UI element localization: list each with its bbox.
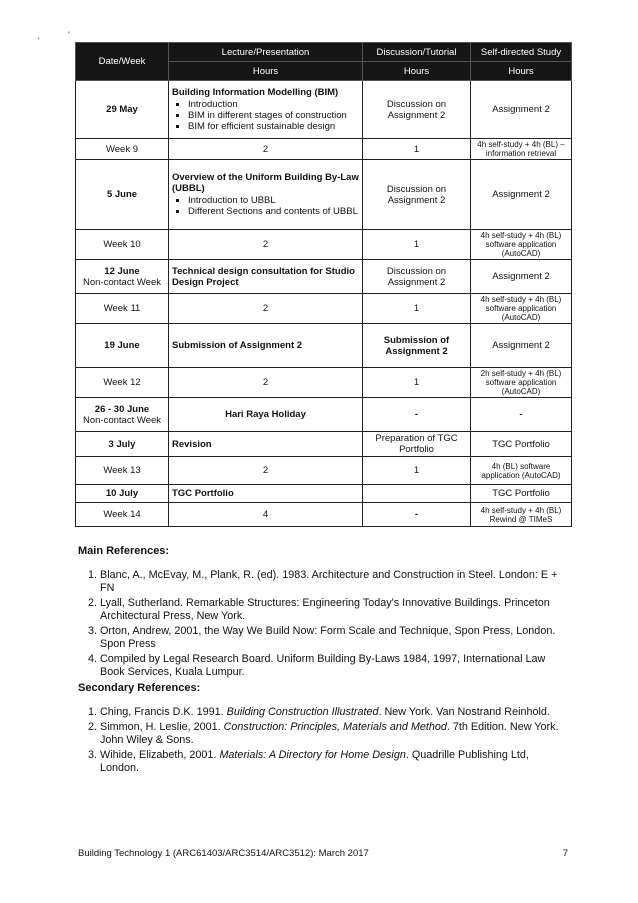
lecture-hours-cell: 2 [169, 294, 363, 324]
week-cell: Week 13 [76, 457, 169, 485]
table-row [76, 398, 572, 432]
page-footer [78, 848, 568, 859]
table-row [76, 324, 572, 368]
table-row [76, 81, 572, 139]
topic-title: Overview of the Uniform Building By-Law (UBBL) [172, 172, 359, 194]
discussion-cell: - [363, 398, 471, 432]
discussion-hours-cell: 1 [363, 230, 471, 260]
header-hours: Hours [471, 62, 572, 81]
table-row [76, 368, 572, 398]
header-self-study: Self-directed Study [471, 43, 572, 62]
self-study-hours-cell: 4h (BL) software application (AutoCAD) [471, 457, 572, 485]
page-number: 7 [562, 848, 568, 859]
date-label: 26 - 30 June [94, 403, 150, 415]
lecture-cell [169, 81, 363, 139]
lecture-hours-cell: 4 [169, 503, 363, 527]
date-note: Non-contact Week [83, 276, 161, 288]
week-cell: Week 9 [76, 139, 169, 160]
date-cell: 29 May [76, 81, 169, 139]
topic-bullet: ▪ Introduction to UBBL [188, 195, 359, 206]
discussion-hours-cell: 1 [363, 457, 471, 485]
self-study-cell: Assignment 2 [471, 81, 572, 139]
week-cell: Week 11 [76, 294, 169, 324]
header-discussion: Discussion/Tutorial [363, 43, 471, 62]
lecture-cell: TGC Portfolio [169, 485, 363, 503]
date-cell [76, 260, 169, 294]
footer-course: Building Technology 1 (ARC61403/ARC3514/ARC3512): March 2017 [78, 848, 369, 859]
date-cell [76, 398, 169, 432]
discussion-cell: Discussion on Assignment 2 [363, 260, 471, 294]
date-note: Non-contact Week [83, 414, 161, 426]
reference-publisher: . 7th Edition. New York. John Wiley & Sons. [100, 721, 559, 746]
lecture-cell: Technical design consultation for Studio Design Project [169, 260, 363, 294]
reference-item [100, 749, 568, 775]
self-study-hours-cell: 2h self-study + 4h (BL) software application (AutoCAD) [471, 368, 572, 398]
date-cell: 5 June [76, 160, 169, 230]
self-study-cell: Assignment 2 [471, 324, 572, 368]
reference-item: 2. Lyall, Sutherland. Remarkable Structures: Engineering Today's Innovative Buildings. Princeton Architectural Press, New York. [100, 597, 568, 623]
scan-speck: ' [68, 30, 70, 40]
date-cell: 19 June [76, 324, 169, 368]
date-cell: 10 July [76, 485, 169, 503]
week-cell: Week 12 [76, 368, 169, 398]
table-row [76, 432, 572, 457]
header-hours: Hours [169, 62, 363, 81]
discussion-cell [363, 485, 471, 503]
reference-item: 4. Compiled by Legal Research Board. Uniform Building By-Laws 1984, 1997, International Law Book Services, Kuala Lumpur. [100, 653, 568, 679]
week-cell: Week 14 [76, 503, 169, 527]
table-row [76, 294, 572, 324]
header-lecture: Lecture/Presentation [169, 43, 363, 62]
discussion-hours-cell: 1 [363, 368, 471, 398]
table-row [76, 260, 572, 294]
table-row [76, 503, 572, 527]
self-study-hours-cell: 4h self-study + 4h (BL) Rewind @ TIMeS [471, 503, 572, 527]
discussion-cell: Discussion on Assignment 2 [363, 160, 471, 230]
lecture-cell [169, 160, 363, 230]
reference-publisher: . New York. Van Nostrand Reinhold. [378, 706, 550, 718]
lecture-cell: Submission of Assignment 2 [169, 324, 363, 368]
self-study-hours-cell: 4h self-study + 4h (BL) – information retrieval [471, 139, 572, 160]
reference-author: Simmon, H. Leslie, 2001. [100, 721, 224, 733]
discussion-cell: Preparation of TGC Portfolio [363, 432, 471, 457]
reference-item [100, 706, 568, 719]
reference-item: 1. Blanc, A., McEvay, M., Plank, R. (ed). 1983. Architecture and Construction in Steel. London: E + FN [100, 569, 568, 595]
discussion-hours-cell: 1 [363, 139, 471, 160]
reference-item [100, 721, 568, 747]
table-row [76, 139, 572, 160]
discussion-hours-cell: 1 [363, 294, 471, 324]
self-study-hours-cell: 4h self-study + 4h (BL) software application (AutoCAD) [471, 294, 572, 324]
self-study-hours-cell: 4h self-study + 4h (BL) software application (AutoCAD) [471, 230, 572, 260]
self-study-cell: - [471, 398, 572, 432]
reference-author: Wihide, Elizabeth, 2001. [100, 749, 220, 761]
topic-bullet: ▪ BIM for efficient sustainable design [188, 121, 359, 132]
reference-item: 3. Orton, Andrew, 2001, the Way We Build Now: Form Scale and Technique, Spon Press, London. Spon Press [100, 625, 568, 651]
reference-title: Construction: Principles, Materials and Method [223, 721, 447, 733]
self-study-cell: TGC Portfolio [471, 485, 572, 503]
week-cell: Week 10 [76, 230, 169, 260]
scan-speck: ' [38, 36, 40, 46]
date-cell: 3 July [76, 432, 169, 457]
table-row [76, 485, 572, 503]
main-references [78, 545, 568, 681]
schedule-table [75, 42, 572, 527]
topic-title: Building Information Modelling (BIM) [172, 87, 339, 98]
main-references-heading: Main References: [78, 545, 170, 557]
reference-title: Materials: A Directory for Home Design [219, 749, 406, 761]
discussion-hours-cell: - [363, 503, 471, 527]
topic-bullet: ▪ BIM in different stages of construction [188, 110, 359, 121]
header-hours: Hours [363, 62, 471, 81]
header-date-week: Date/Week [76, 43, 169, 81]
lecture-hours-cell: 2 [169, 230, 363, 260]
self-study-cell: Assignment 2 [471, 160, 572, 230]
self-study-cell: Assignment 2 [471, 260, 572, 294]
reference-title: Building Construction Illustrated [226, 706, 379, 718]
secondary-references [78, 682, 568, 777]
lecture-cell: Revision [169, 432, 363, 457]
lecture-cell: Hari Raya Holiday [169, 398, 363, 432]
table-row [76, 160, 572, 230]
lecture-hours-cell: 2 [169, 368, 363, 398]
table-row [76, 457, 572, 485]
discussion-cell: Discussion on Assignment 2 [363, 81, 471, 139]
topic-bullet: ▪ Different Sections and contents of UBBL [188, 206, 359, 217]
lecture-hours-cell: 2 [169, 139, 363, 160]
discussion-cell: Submission of Assignment 2 [363, 324, 471, 368]
table-row [76, 230, 572, 260]
reference-author: Ching, Francis D.K. 1991. [100, 706, 227, 718]
lecture-hours-cell: 2 [169, 457, 363, 485]
reference-publisher: . Quadrille Publishing Ltd, London. [100, 749, 529, 774]
secondary-references-heading: Secondary References: [78, 682, 201, 694]
date-label: 12 June [104, 265, 140, 277]
self-study-cell: TGC Portfolio [471, 432, 572, 457]
topic-bullet: ▪ Introduction [188, 99, 359, 110]
